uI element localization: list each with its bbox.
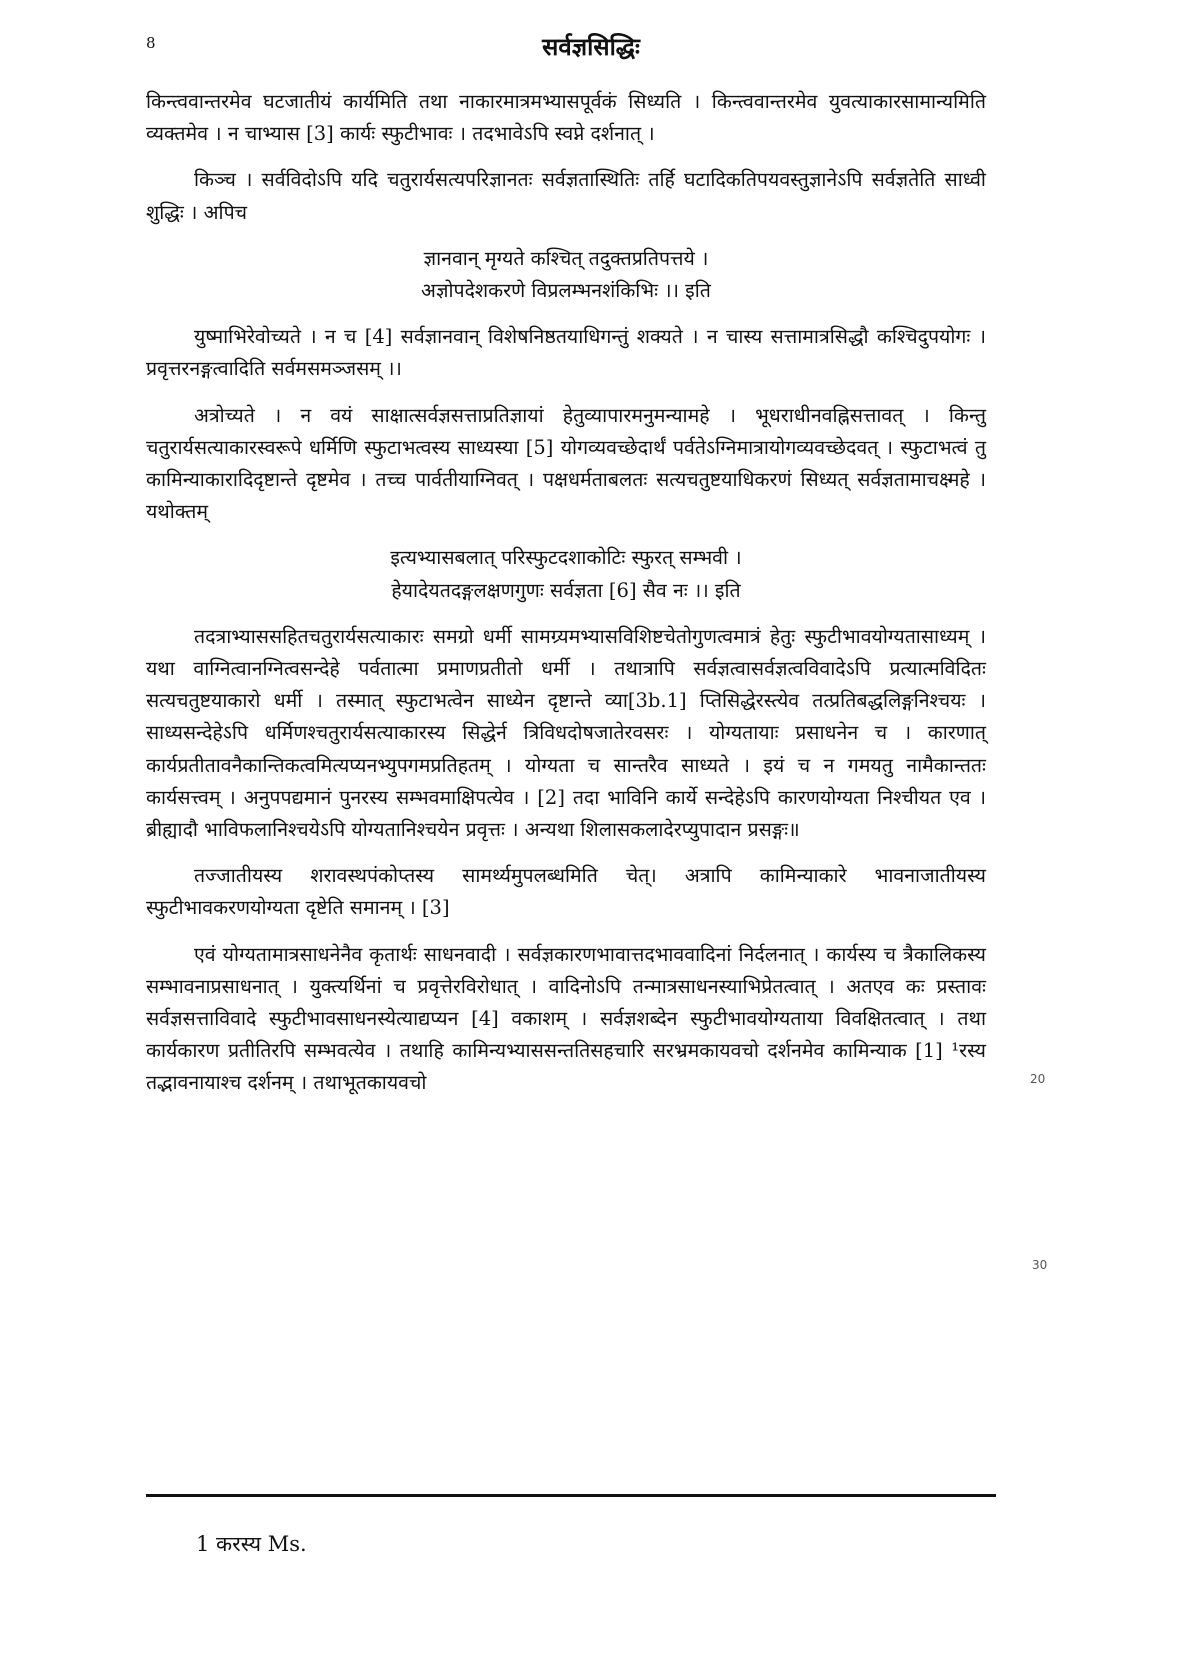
- margin-line-number: 30: [1032, 1258, 1048, 1272]
- paragraph-5: तदत्राभ्याससहितचतुरार्यसत्याकारः समग्रो धर्मी सामग्र्यमभ्यासविशिष्टचेतोगुणत्वमात्रं हेतुः स्फुटीभावयोग्यतासाध्यम् । यथा वाग्नित्वानग्नित्वसन्देहे पर्वतात्मा प्रमाणप्रतीतो धर्मी । तथात्रापि सर्वज्ञत्वासर्वज्ञत्वविवादेऽपि प्रत्यात्मविदितः सत्यचतुष्टयाकारो धर्मी । तस्मात् स्फुटाभत्वेन साध्येन दृष्टान्ते व्या[3b.1] प्तिसिद्धेरस्त्येव तत्प्रतिबद्धलिङ्गनिश्चयः । साध्यसन्देहेऽपि धर्मिणश्चतुरार्यसत्याकारस्य सिद्धेर्न त्रिविधदोषजातेरवसरः । योग्यतायाः प्रसाधनेन च । कारणात् कार्यप्रतीतावनैकान्तिकत्वमित्यप्यनभ्युपगमप्रतिहतम् । योग्यता च सान्तरैव साध्यते । इयं च न गमयतु नामैकान्ततः कार्यसत्त्वम् । अनुपपद्यमानं पुनरस्य सम्भवमाक्षिपत्येव । [2] तदा भाविनि कार्ये सन्देहेऽपि कारणयोग्यता निश्चीयत एव । ब्रीह्यादौ भाविफलानिश्चयेऽपि योग्यतानिश्चयेन प्रवृत्तः । अन्यथा शिलासकलादेरप्युपादान प्रसङ्गः॥: [146, 624, 986, 842]
- verse-2: [146, 542, 986, 606]
- running-head: सर्वज्ञसिद्धिः: [542, 32, 640, 61]
- paragraph-1: किन्त्ववान्तरमेव घटजातीयं कार्यमिति तथा नाकारमात्रमभ्यासपूर्वकं सिध्यति । किन्त्ववान्तरमेव युवत्याकारसामान्यमिति व्यक्तमेव । न चाभ्यास [3] कार्यः स्फुटीभावः । तदभावेऽपि स्वप्ने दर्शनात् ।: [146, 90, 986, 146]
- page-number: 8: [146, 34, 156, 52]
- footnote-rule: [146, 1494, 996, 1497]
- paragraph-7: एवं योग्यतामात्रसाधनेनैव कृतार्थः साधनवादी । सर्वज्ञकारणभावात्तदभाववादिनां निर्दलनात् । कार्यस्य च त्रैकालिकस्य सम्भावनाप्रसाधनात् । युक्त्यर्थिनां च प्रवृत्तेरविरोधात् । वादिनोऽपि तन्मात्रसाधनस्याभिप्रेतत्वात् । अतएव कः प्रस्तावः सर्वज्ञसत्ताविवादे स्फुटीभावसाधनस्येत्याद्यप्यन [4] वकाशम् । सर्वज्ञशब्देन स्फुटीभावयोग्यताया विवक्षितत्वात् । तथा कार्यकारण प्रतीतिरपि सम्भवत्येव । तथाहि कामिन्यभ्याससन्ततिसहचारि सरभ्रमकायवचो दर्शनमेव कामिन्याक [1] ¹रस्य तद्भावनायाश्च दर्शनम् । तथाभूतकायवचो: [146, 942, 986, 1095]
- verse-2-line-1: इत्यभ्यासबलात् परिस्फुटदशाकोटिः स्फुरत् सम्भवी ।: [390, 546, 742, 570]
- verse-1-line-2: अज्ञोपदेशकरणे विप्रलम्भनशंकिभिः ।। इति: [421, 279, 711, 303]
- verse-1: [146, 243, 986, 307]
- paragraph-4: अत्रोच्यते । न वयं साक्षात्सर्वज्ञसत्ताप्रतिज्ञायां हेतुव्यापारमनुमन्यामहे । भूधराधीनवह्निसत्तावत् । किन्तु चतुरार्यसत्याकारस्वरूपे धर्मिणि स्फुटाभत्वस्य साध्यस्या [5] योगव्यवच्छेदार्थं पर्वतेऽग्निमात्रायोगव्यवच्छेदवत् । स्फुटाभत्वं तु कामिन्याकारादिदृष्टान्ते दृष्टमेव । तच्च पार्वतीयाग्निवत् । पक्षधर्मताबलतः सत्यचतुष्टयाधिकरणं सिध्यत् सर्वज्ञतामाचक्ष्महे । यथोक्तम्: [146, 403, 986, 524]
- margin-line-number: 20: [1030, 1072, 1046, 1086]
- main-text: [146, 86, 986, 1114]
- verse-1-line-1: ज्ञानवान् मृग्यते कश्चित् तदुक्तप्रतिपत्तये ।: [423, 246, 709, 270]
- paragraph-3: युष्माभिरेवोच्यते । न च [4] सर्वज्ञानवान् विशेषनिष्ठतयाधिगन्तुं शक्यते । न चास्य सत्तामात्रसिद्धौ कश्चिदुपयोगः । प्रवृत्तरनङ्गत्वादिति सर्वमसमञ्जसम् ।।: [146, 325, 986, 381]
- verse-2-line-2: हेयादेयतदङ्गलक्षणगुणः सर्वज्ञता [6] सैव नः ।। इति: [391, 578, 741, 602]
- paragraph-6: तज्जातीयस्य शरावस्थपंकोप्तस्य सामर्थ्यमुपलब्धमिति चेत्। अत्रापि कामिन्याकारे भावनाजातीयस्य स्फुटीभावकरणयोग्यता दृष्टेति समानम् । [3]: [146, 864, 986, 920]
- footnote: 1 करस्य Ms.: [196, 1532, 307, 1556]
- paragraph-2: किञ्च । सर्वविदोऽपि यदि चतुरार्यसत्यपरिज्ञानतः सर्वज्ञतास्थितिः तर्हि घटादिकतिपयवस्तुज्ञानेऽपि सर्वज्ञतेति साध्वी शुद्धिः । अपिच: [146, 168, 986, 224]
